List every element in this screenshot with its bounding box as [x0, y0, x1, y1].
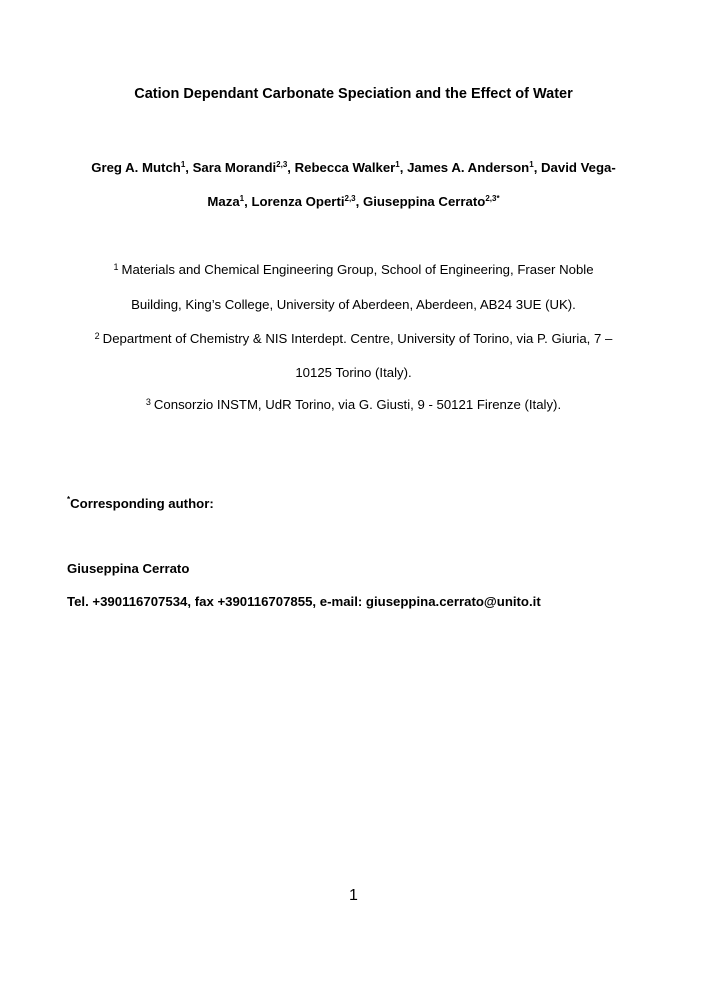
corresponding-author-name: Giuseppina Cerrato — [67, 561, 190, 576]
affiliation-text: Department of Chemistry & NIS Interdept. Centre, University of Torino, via P. Giuria, 7 – — [102, 331, 613, 346]
author-affiliation-mark: 2,3 — [276, 160, 288, 169]
author-name: Giuseppina Cerrato — [362, 194, 486, 209]
author-line-1 — [0, 160, 707, 175]
author-name: David Vega- — [541, 160, 616, 175]
author-separator: , — [399, 160, 408, 175]
author-name: Sara Morandi — [192, 160, 277, 175]
affiliation-text: Consorzio INSTM, UdR Torino, via G. Giusti, 9 - 50121 Firenze (Italy). — [153, 397, 562, 412]
affiliation-number: 1 — [113, 262, 119, 272]
corresponding-author-contact: Tel. +390116707534, fax +390116707855, e-mail: giuseppina.cerrato@unito.it — [67, 594, 541, 609]
affiliation-text: Materials and Chemical Engineering Group, School of Engineering, Fraser Noble — [121, 262, 594, 277]
affiliation-2-line-1 — [0, 331, 707, 346]
author-line-2 — [0, 194, 707, 209]
author-affiliation-mark: 1 — [180, 160, 186, 169]
author-affiliation-mark: 1 — [529, 160, 534, 169]
author-name: Rebecca Walker — [294, 160, 396, 175]
author-name: Greg A. Mutch — [91, 160, 181, 175]
author-separator: , — [355, 194, 363, 209]
corresponding-author-heading — [67, 496, 214, 511]
author-affiliation-mark: 2,3* — [485, 194, 500, 203]
author-affiliation-mark: 1 — [395, 160, 400, 169]
corresponding-star: * — [67, 495, 71, 504]
author-name: James A. Anderson — [407, 160, 530, 175]
author-separator: , — [185, 160, 193, 175]
author-name: Maza — [207, 194, 240, 209]
author-separator: , — [287, 160, 295, 175]
affiliation-2-line-2: 10125 Torino (Italy). — [295, 365, 412, 380]
paper-title: Cation Dependant Carbonate Speciation and the Effect of Water — [134, 86, 573, 102]
author-separator: , — [533, 160, 542, 175]
corresponding-label: Corresponding author: — [70, 496, 214, 511]
affiliation-number: 2 — [94, 331, 100, 341]
page-number: 1 — [349, 887, 358, 904]
affiliation-1-line-1 — [0, 262, 707, 277]
author-name: Lorenza Operti — [251, 194, 345, 209]
author-separator: , — [244, 194, 252, 209]
affiliation-number: 3 — [145, 397, 151, 407]
affiliation-1-line-2: Building, King’s College, University of Aberdeen, Aberdeen, AB24 3UE (UK). — [131, 297, 576, 312]
affiliation-3 — [0, 397, 707, 412]
author-affiliation-mark: 2,3 — [344, 194, 356, 203]
author-affiliation-mark: 1 — [239, 194, 245, 203]
